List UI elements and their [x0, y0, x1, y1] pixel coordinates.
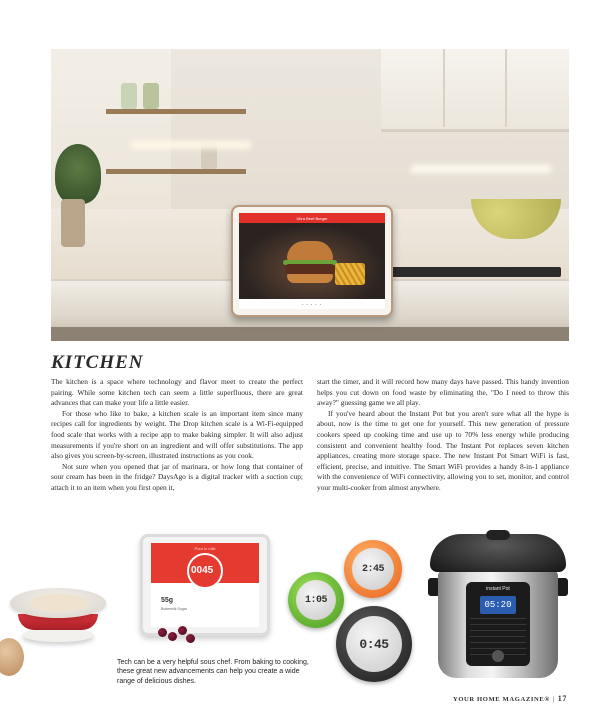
pressure-cooker-brand: instant Pot: [486, 586, 510, 592]
ipad-screen: [151, 543, 259, 627]
plant: [55, 144, 101, 204]
article-column-left: [51, 377, 303, 494]
under-cabinet-light: [411, 165, 551, 173]
pressure-cooker-display: 05:20: [480, 596, 516, 614]
tablet-screen: [239, 213, 385, 309]
page-number: 17: [557, 694, 567, 703]
ipad-weight-readout: 0045: [191, 565, 214, 576]
hero-kitchen-photo: [51, 49, 569, 341]
jar: [121, 83, 137, 109]
ipad-ingredient: Buttermilk Sugar: [161, 607, 187, 611]
upper-cabinet: [381, 49, 569, 132]
tablet-screen-title: Ultra Beef Burger: [296, 215, 328, 221]
section-title: KITCHEN: [51, 352, 144, 373]
page-footer: [453, 694, 567, 703]
timer-image: [336, 606, 412, 682]
timer-readout: 0:45: [359, 636, 389, 652]
flour: [30, 594, 88, 612]
kitchen-scale-image: [22, 628, 94, 642]
timer-readout: 1:05: [304, 594, 327, 606]
pressure-cooker-image: [428, 530, 568, 690]
timer-readout: 2:45: [361, 563, 384, 575]
timer-image: [288, 572, 344, 628]
wooden-shelf: [106, 169, 246, 174]
countertop-edge: [51, 327, 569, 341]
article-paragraph: The kitchen is a space where technology and flavor meet to create the perfect pairing. While some kitchen tech can seem a little superfluous, there are great advances that can make your life a little easier.: [51, 377, 303, 408]
plant-pot: [61, 199, 85, 247]
under-cabinet-light: [131, 141, 251, 149]
berry: [168, 632, 177, 641]
berry: [186, 634, 195, 643]
carousel-dots: • • • • •: [301, 302, 322, 307]
burger-photo: [239, 223, 385, 299]
egg: [0, 638, 24, 676]
tablet-image: [231, 205, 393, 317]
ipad-step-title: Pour in milk: [194, 546, 216, 551]
tablet-topbar: [239, 213, 385, 223]
article-column-right: [317, 377, 569, 494]
jar: [143, 83, 159, 109]
pressure-cooker-knob: [486, 530, 510, 540]
ipad-image: [140, 534, 270, 636]
article-paragraph: start the timer, and it will record how many days have passed. This handy invention helps you cut down on food waste by eliminating the, "Do I need to throw this away?" guessing game we all play.: [317, 377, 569, 408]
footer-separator: |: [552, 696, 555, 703]
timer-image: [344, 540, 402, 598]
photo-caption: Tech can be a very helpful sous chef. From baking to cooking, these great new advancements can help you create a wide range of delicious dishes.: [117, 659, 309, 685]
berry: [158, 628, 167, 637]
magazine-name: YOUR HOME MAGAZINE®: [452, 696, 550, 703]
article-paragraph: For those who like to bake, a kitchen scale is an important item since many recipes call for ingredients by weight. The Drop kitchen scale is a Wi-Fi-equipped food scale that works with a recipe app to make baking simpler. It will also adjust measurements if you're short on an ingredient and will offer substitutions. The app also gives you screen-by-screen, illustrated instructions as you cook.: [51, 408, 303, 461]
control-dial: [492, 650, 504, 662]
cooktop: [391, 267, 561, 277]
berry: [178, 626, 187, 635]
wooden-shelf: [106, 109, 246, 114]
article-paragraph: Not sure when you opened that jar of marinara, or how long that container of sour cream has been in the fridge? DaysAgo is a digital tracker with a suction cup; attach it to an item when you first open it,: [51, 461, 303, 492]
article-paragraph: If you've heard about the Instant Pot but you aren't sure what all the hype is about, now is the time to get one for yourself. This new generation of pressure cookers speed up cooking time and use up to 70% less energy while producing consistent and convenient healthy food. The Instant Pot replaces seven kitchen appliances, creating more storage space. The new Instant Pot Smart WiFi is fast, efficient, precise, and intuitive. The Smart WiFi provides a handy 8-in-1 appliance with the convenience of WiFi connectivity, allowing you to set, monitor, and control your multi-cooker from almost anywhere.: [317, 408, 569, 492]
ipad-amount: 55g: [161, 597, 174, 604]
